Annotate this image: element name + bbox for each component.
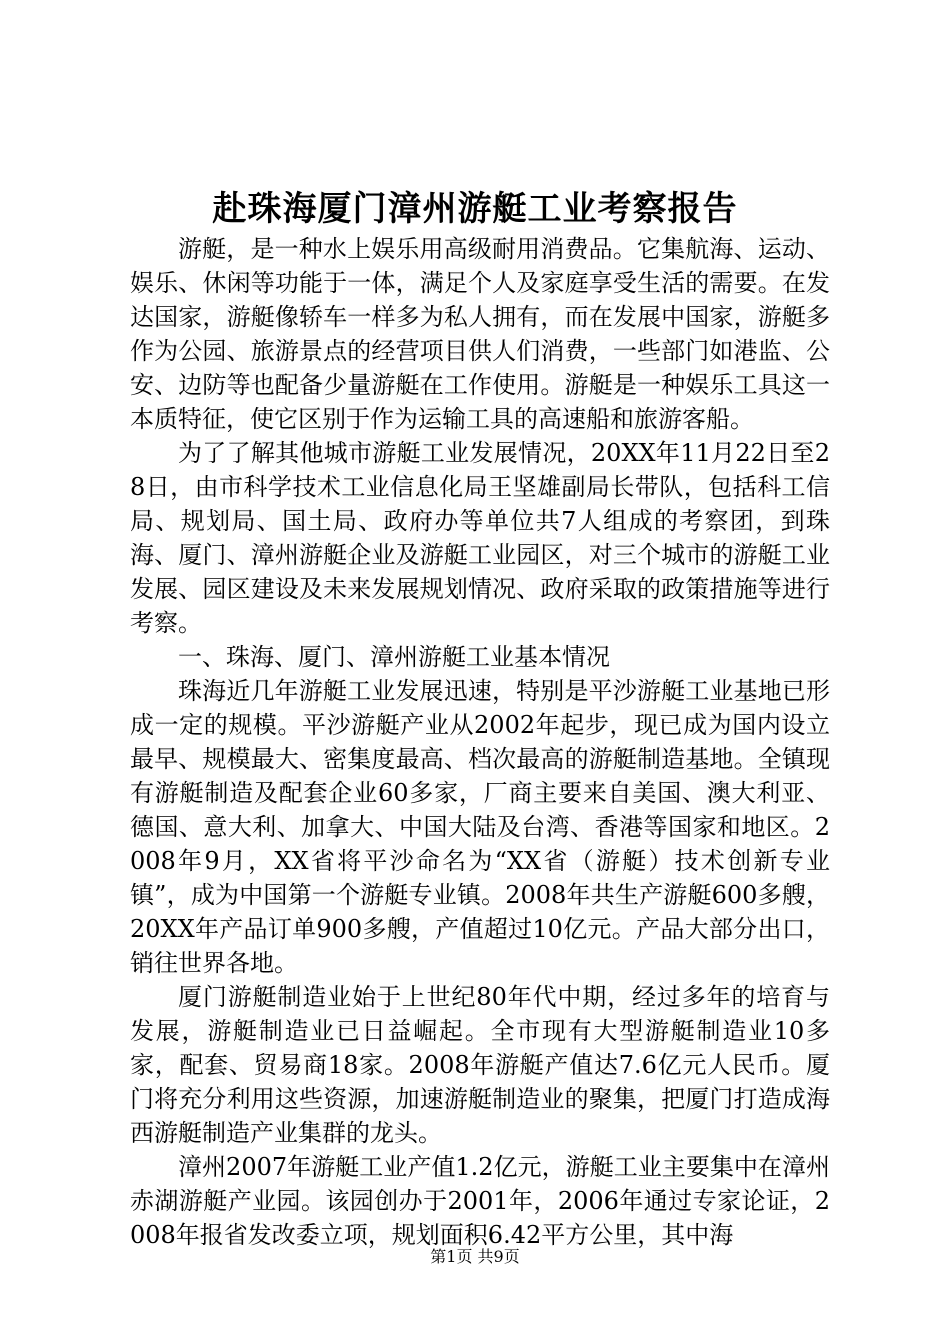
page-number-footer: 第1页 共9页	[430, 1247, 520, 1266]
paragraph-purpose: 为了了解其他城市游艇工业发展情况，20XX年11月22日至28日，由市科学技术工业信息化局王坚雄副局长带队，包括科工信局、规划局、国土局、政府办等单位共7人组成的考察团，到珠海、厦门、漳州游艇企业及游艇工业园区，对三个城市的游艇工业发展、园区建设及未来发展规划情况、政府采取的政策措施等进行考察。	[130, 439, 830, 637]
document-title: 赴珠海厦门漳州游艇工业考察报告	[212, 189, 738, 229]
paragraph-zhangzhou: 漳州2007年游艇工业产值1.2亿元，游艇工业主要集中在漳州赤湖游艇产业园。该园创办于2001年，2006年通过专家论证，2008年报省发改委立项，规划面积6.42平方公里，其中海	[130, 1153, 830, 1249]
paragraph-zhuhai: 珠海近几年游艇工业发展迅速，特别是平沙游艇工业基地已形成一定的规模。平沙游艇产业从2002年起步，现已成为国内设立最早、规模最大、密集度最高、档次最高的游艇制造基地。全镇现有游艇制造及配套企业60多家，厂商主要来自美国、澳大利亚、德国、意大利、加拿大、中国大陆及台湾、香港等国家和地区。2008年9月，XX省将平沙命名为“XX省（游艇）技术创新专业镇”，成为中国第一个游艇专业镇。2008年共生产游艇600多艘，20XX年产品订单900多艘，产值超过10亿元。产品大部分出口，销往世界各地。	[130, 677, 830, 977]
paragraph-intro: 游艇，是一种水上娱乐用高级耐用消费品。它集航海、运动、娱乐、休闲等功能于一体，满足个人及家庭享受生活的需要。在发达国家，游艇像轿车一样多为私人拥有，而在发展中国家，游艇多作为公园、旅游景点的经营项目供人们消费，一些部门如港监、公安、边防等也配备少量游艇在工作使用。游艇是一种娱乐工具这一本质特征，使它区别于作为运输工具的高速船和旅游客船。	[130, 235, 830, 433]
paragraph-xiamen: 厦门游艇制造业始于上世纪80年代中期，经过多年的培育与发展，游艇制造业已日益崛起。全市现有大型游艇制造业10多家，配套、贸易商18家。2008年游艇产值达7.6亿元人民币。厦门将充分利用这些资源，加速游艇制造业的聚集，把厦门打造成海西游艇制造产业集群的龙头。	[130, 983, 830, 1147]
section-heading: 一、珠海、厦门、漳州游艇工业基本情况	[178, 643, 610, 671]
document-body	[130, 232, 830, 1252]
